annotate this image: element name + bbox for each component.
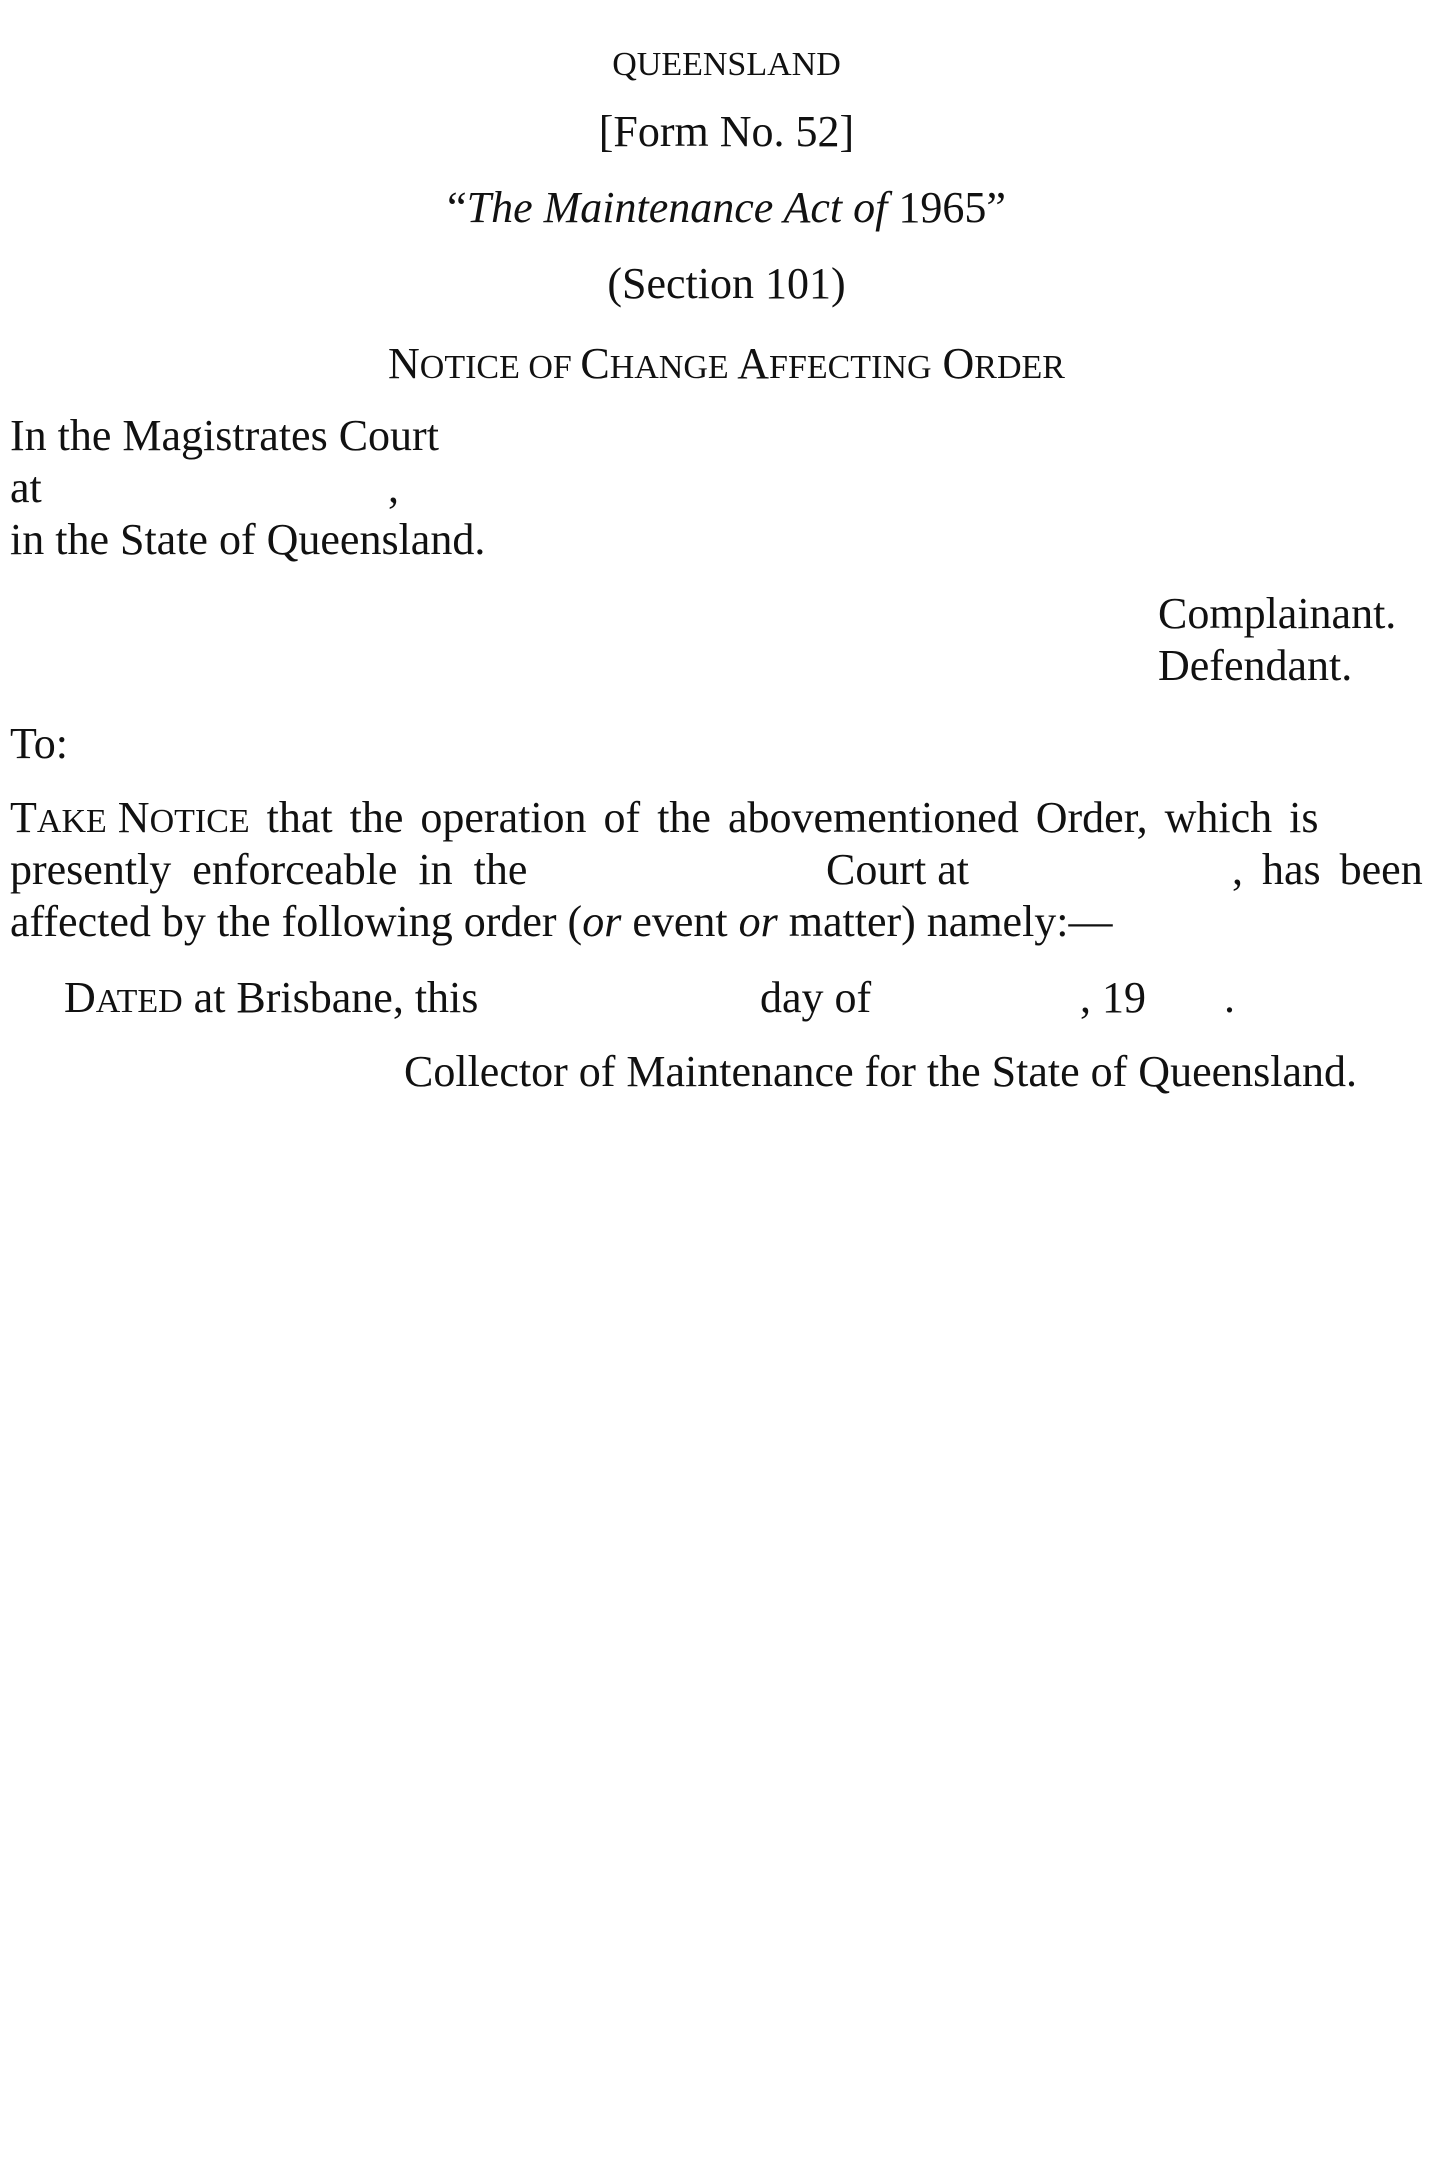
court-line-1	[10, 411, 439, 460]
notice-title	[0, 339, 1453, 388]
notice-title-o: O	[931, 339, 975, 388]
complainant-text: Complainant.	[1158, 589, 1397, 638]
dated-line-year	[1080, 973, 1146, 1022]
enforceable-text: presently enforceable in the	[10, 845, 528, 894]
court-name-text: In the Magistrates Court	[10, 411, 439, 460]
court-state-text: in the State of Queensland.	[10, 515, 486, 564]
notice-body-line-3	[10, 897, 1113, 946]
section-reference	[0, 259, 1453, 308]
form-number	[0, 107, 1453, 156]
act-year: 1965	[887, 183, 987, 232]
affected-text: affected by the following order (	[10, 897, 583, 946]
notice-initial: N	[106, 793, 150, 842]
or-italic-1: or	[582, 897, 622, 946]
notice-body-line-2-part-2	[826, 845, 969, 894]
jurisdiction-text: QUEENSLAND	[612, 46, 841, 83]
court-line-3	[10, 515, 486, 564]
court-line-2	[10, 463, 42, 512]
court-at-comma: ,	[388, 463, 399, 512]
dated-line-day-of	[760, 973, 872, 1022]
act-open-quote: “	[447, 183, 467, 232]
section-text: (Section 101)	[607, 259, 846, 308]
notice-body-line-2-part-1	[10, 845, 528, 894]
matter-namely-text: matter) namely:—	[777, 897, 1113, 946]
notice-title-a: A	[728, 339, 770, 388]
notice-title-c: C	[580, 339, 610, 388]
to-label	[10, 719, 69, 768]
court-at-text: Court at	[826, 845, 969, 894]
notice-title-n: N	[388, 339, 420, 388]
notice-body-line-1	[10, 793, 1319, 842]
form-number-text: [Form No. 52]	[598, 107, 855, 156]
defendant-text: Defendant.	[1158, 641, 1353, 690]
dated-period: .	[1224, 973, 1235, 1022]
act-title-italic: The Maintenance Act of	[466, 183, 888, 232]
take-rest: AKE	[36, 803, 107, 840]
notice-rest: OTICE	[149, 803, 250, 840]
dated-rest: ATED	[95, 983, 183, 1020]
act-close-quote: ”	[986, 183, 1006, 232]
event-text: event	[621, 897, 739, 946]
signature-line	[404, 1047, 1358, 1096]
notice-body-line-2-part-3	[1232, 845, 1423, 894]
notice-title-otice: OTICE	[419, 349, 520, 386]
notice-title-ffecting: FFECTING	[769, 349, 932, 386]
or-italic-2: or	[738, 897, 778, 946]
at-brisbane-text: at Brisbane, this	[182, 973, 479, 1022]
notice-body-line-1-text: that the operation of the abovementioned Order, which is	[249, 793, 1319, 842]
take-initial: T	[10, 793, 37, 842]
jurisdiction-heading	[0, 48, 1453, 82]
dated-line-period	[1224, 973, 1235, 1022]
court-at-label: at	[10, 463, 42, 512]
signature-text: Collector of Maintenance for the State of Queensland.	[404, 1047, 1358, 1096]
court-line-2-comma	[388, 463, 399, 512]
has-been-text: , has been	[1232, 845, 1423, 894]
day-of-text: day of	[760, 973, 872, 1022]
dated-initial: D	[64, 973, 96, 1022]
notice-title-hange: HANGE	[609, 349, 729, 386]
to-text: To:	[10, 719, 69, 768]
notice-title-rder: RDER	[974, 349, 1065, 386]
complainant-label	[1158, 589, 1397, 638]
notice-title-of: OF	[519, 349, 581, 386]
dated-line-part-1	[64, 973, 479, 1022]
year-prefix-text: , 19	[1080, 973, 1146, 1022]
defendant-label	[1158, 641, 1353, 690]
act-title	[0, 183, 1453, 232]
